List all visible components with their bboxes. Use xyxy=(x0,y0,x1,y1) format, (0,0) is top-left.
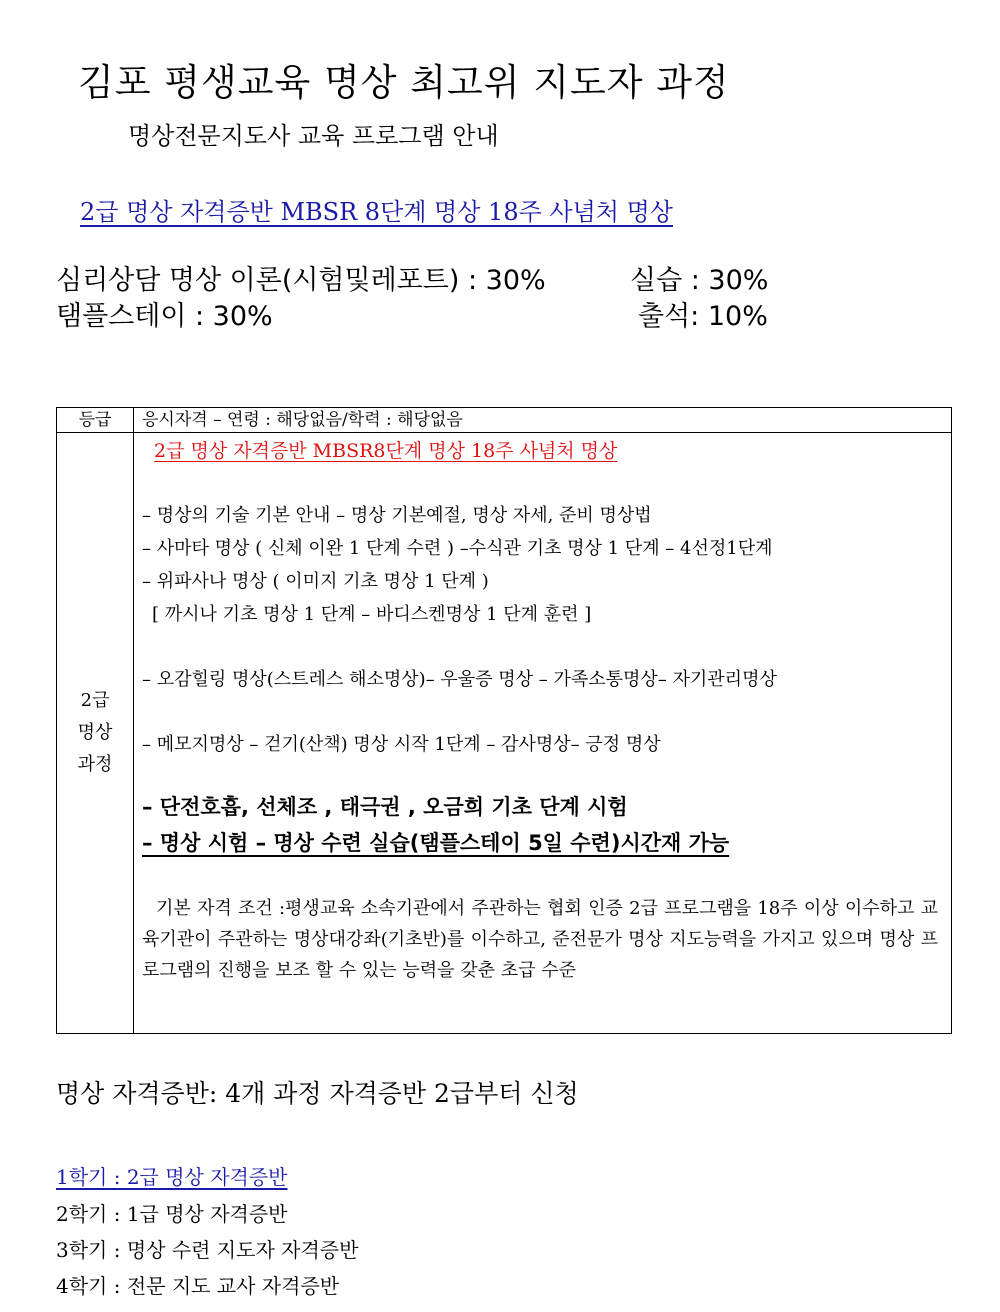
term-1[interactable]: 1학기 : 2급 명상 자격증반 xyxy=(56,1165,288,1189)
content-line: [ 까시나 기초 명상 1 단계 – 바디스켄명상 1 단계 훈련 ] xyxy=(152,604,592,625)
term-2: 2학기 : 1급 명상 자격증반 xyxy=(56,1202,288,1226)
grade-line: 2급 xyxy=(80,690,110,711)
table-header-row xyxy=(57,408,952,433)
requirement-text: 기본 자격 조건 :평생교육 소속기관에서 주관하는 협회 인증 2급 프로그램을 18주 이상 이수하고 교육기관이 주관하는 명상대강좌(기초반)를 이수하고, 준전문가 명상 지도능력을 가지고 있으며 명상 프로그램의 진행을 보조 할 수 있는 능력을 갖춘 초급 수준 xyxy=(142,898,938,981)
apply-line: 명상 자격증반: 4개 과정 자격증반 2급부터 신청 xyxy=(56,1079,579,1108)
grading-theory: 심리상담 명상 이론(시험및레포트) : 30% xyxy=(56,265,546,296)
grading-templestay: 탬플스테이 : 30% xyxy=(56,301,273,332)
table-row xyxy=(57,433,952,1034)
content-line: – 위파사나 명상 ( 이미지 기초 명상 1 단계 ) xyxy=(142,571,489,592)
term-3: 3학기 : 명상 수련 지도자 자격증반 xyxy=(56,1238,359,1262)
content-line: – 오감힐링 명상(스트레스 해소명상)– 우울증 명상 – 가족소통명상– 자기관리명상 xyxy=(142,669,777,690)
content-line: – 사마타 명상 ( 신체 이완 1 단계 수련 ) –수식관 기초 명상 1 단계 – 4선정1단계 xyxy=(142,538,773,559)
course-title: 2급 명상 자격증반 MBSR8단계 명상 18주 사념처 명상 xyxy=(154,440,618,462)
exam-line: – 단전호흡, 선체조 , 태극권 , 오금희 기초 단계 시험 xyxy=(142,795,628,819)
grading-attendance: 출석: 10% xyxy=(638,301,768,332)
course-content-cell xyxy=(134,433,952,1034)
grade-line: 과정 xyxy=(77,754,113,775)
grade-cell xyxy=(57,433,134,1034)
page-subtitle: 명상전문지도사 교육 프로그램 안내 xyxy=(128,122,499,150)
header-grade: 등급 xyxy=(57,408,134,433)
content-line: – 메모지명상 – 걷기(산책) 명상 시작 1단계 – 감사명상– 긍정 명상 xyxy=(142,734,661,755)
header-qualification: 응시자격 – 연령 : 해당없음/학력 : 해당없음 xyxy=(134,408,952,433)
course-table xyxy=(56,407,952,1034)
grading-practice: 실습 : 30% xyxy=(630,265,769,296)
term-4: 4학기 : 전문 지도 교사 자격증반 xyxy=(56,1274,340,1298)
exam-line: – 명상 시험 – 명상 수련 실습(탬플스테이 5일 수련)시간재 가능 xyxy=(142,831,730,855)
page-title: 김포 평생교육 명상 최고위 지도자 과정 xyxy=(78,61,730,104)
course-line: 2급 명상 자격증반 MBSR 8단계 명상 18주 사념처 명상 xyxy=(80,198,673,226)
content-line: – 명상의 기술 기본 안내 – 명상 기본예절, 명상 자세, 준비 명상법 xyxy=(142,505,652,526)
grade-line: 명상 xyxy=(77,722,113,743)
